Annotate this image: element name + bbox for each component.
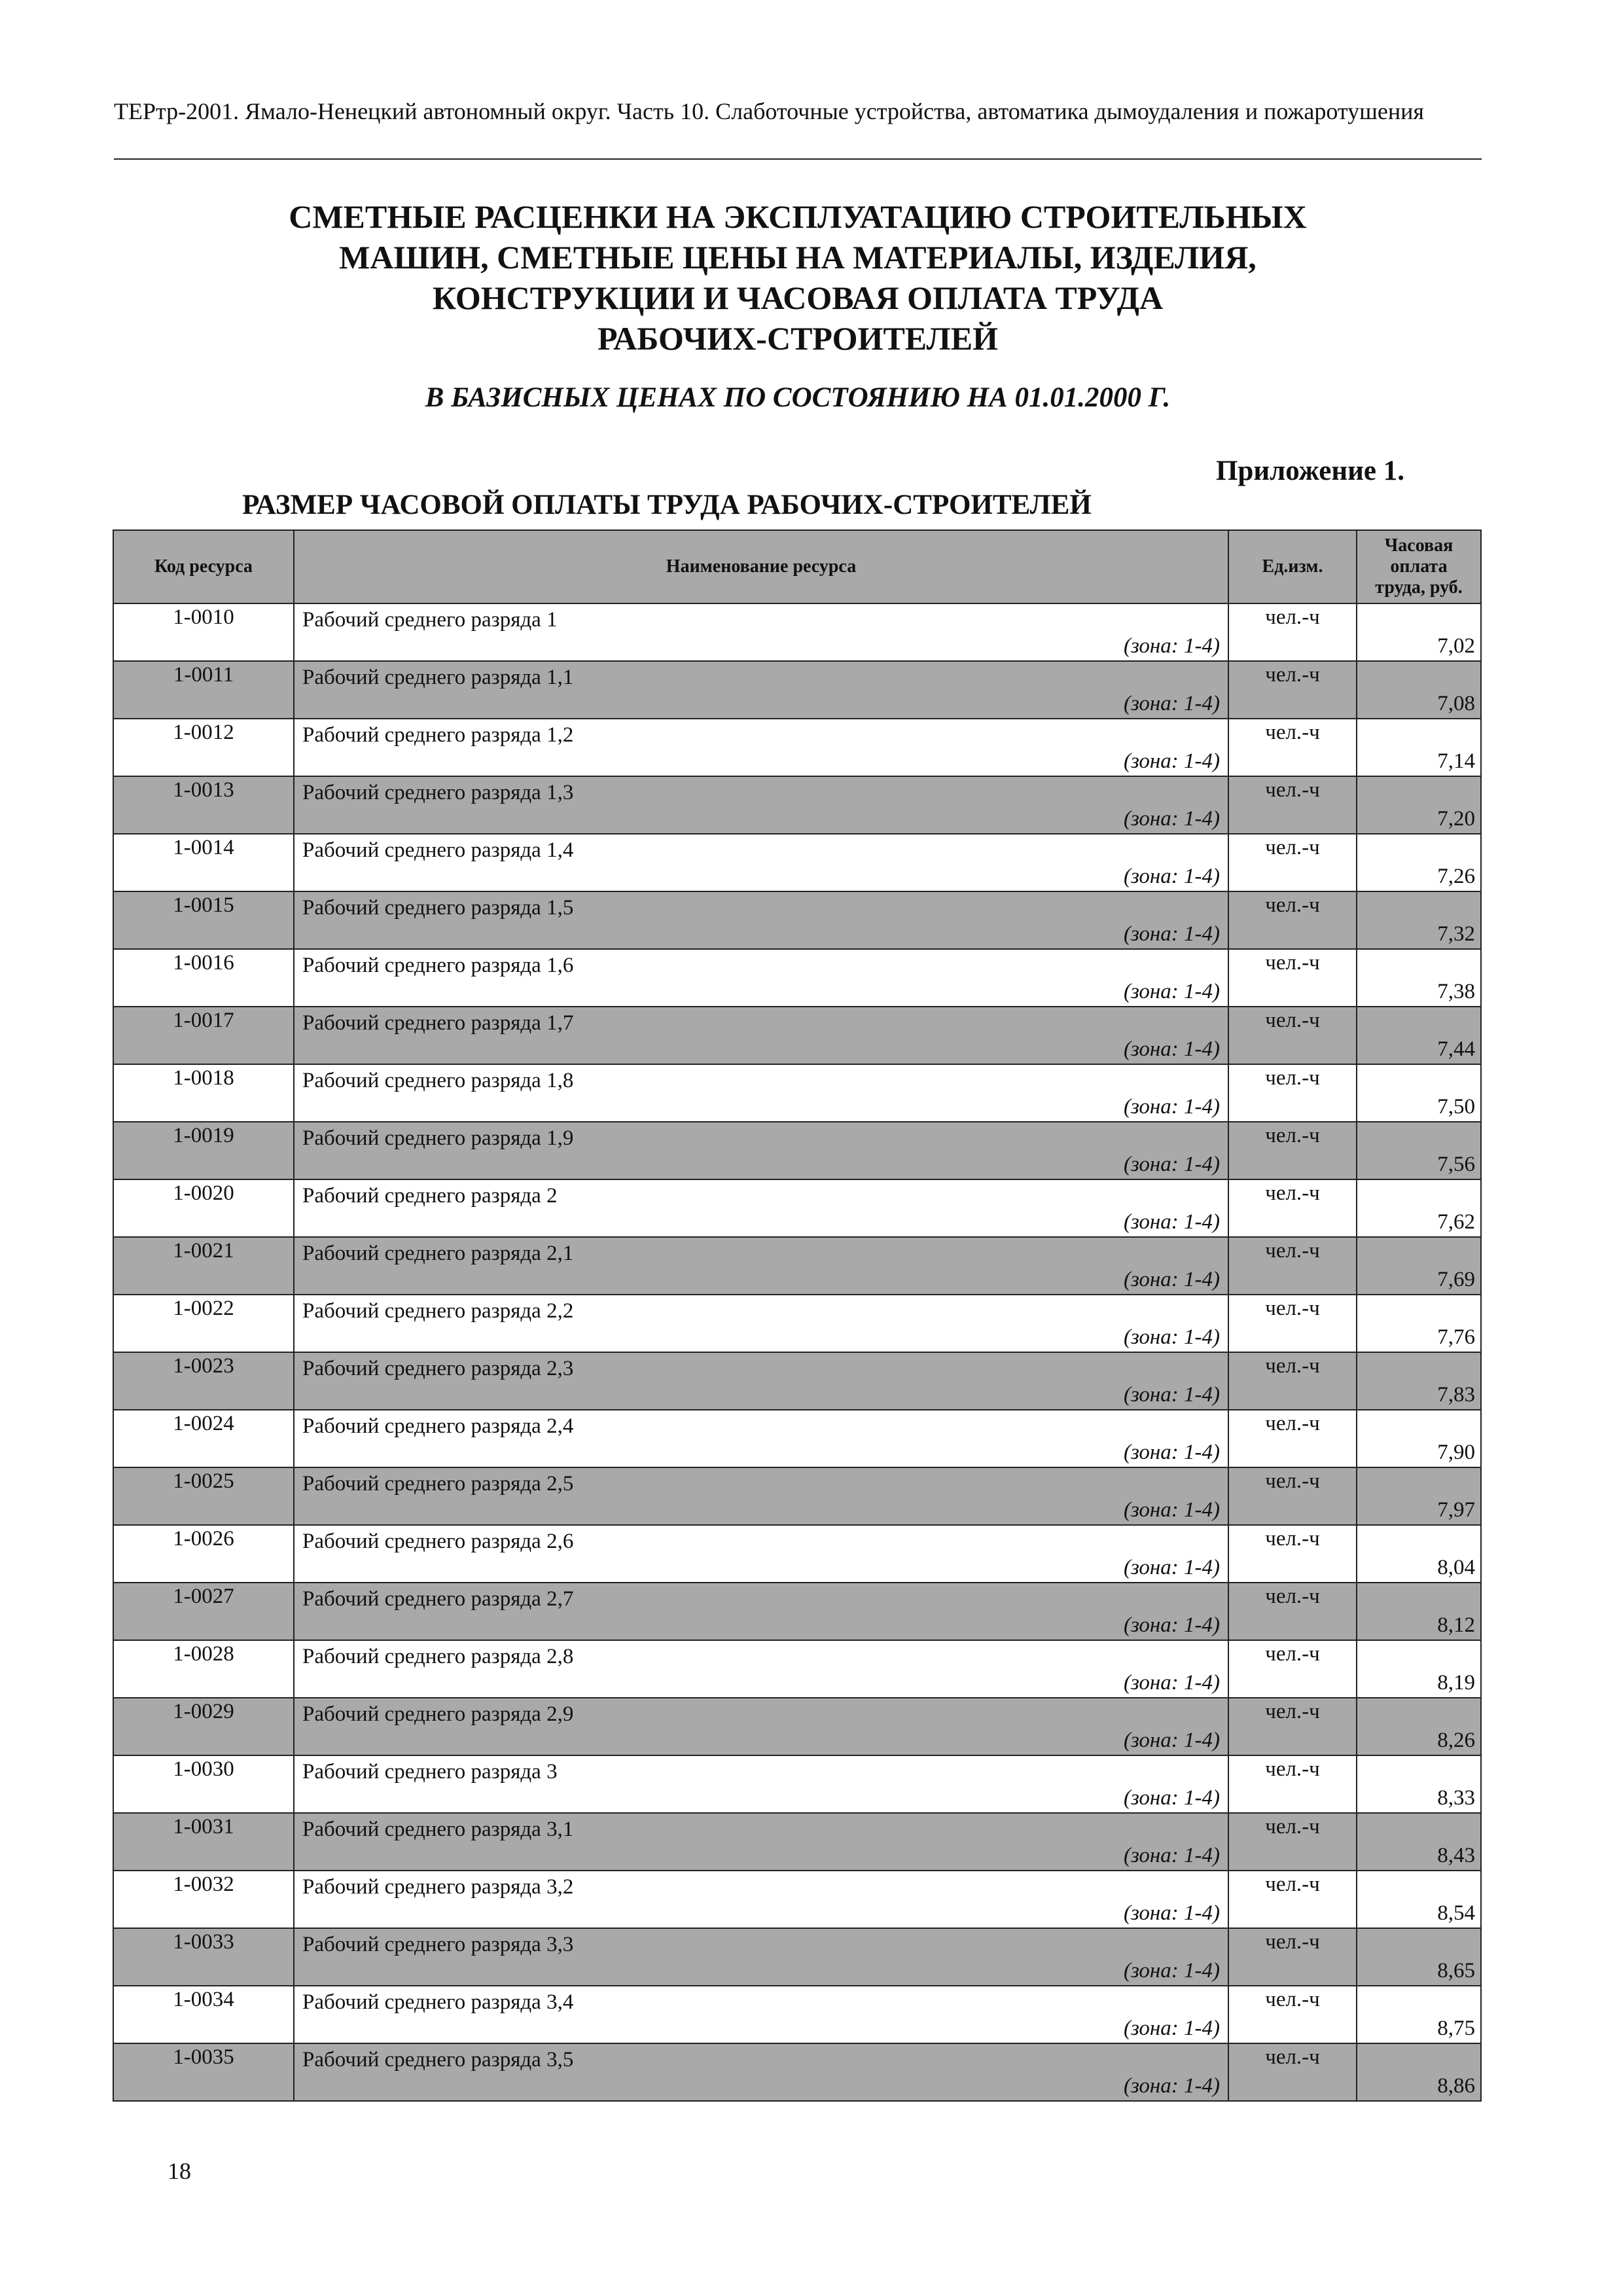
hourly-rate-cell [1357, 834, 1481, 891]
zone-note: (зона: 1-4) [1123, 1210, 1220, 1234]
hourly-rate: 8,43 [1437, 1844, 1475, 1867]
resource-name: Рабочий среднего разряда 2,9 [302, 1702, 574, 1726]
resource-code: 1-0018 [113, 1064, 294, 1122]
resource-name-cell [294, 661, 1228, 719]
hourly-rate-cell [1357, 1237, 1481, 1295]
hourly-rate: 7,32 [1437, 922, 1475, 946]
resource-code: 1-0032 [113, 1871, 294, 1928]
zone-note: (зона: 1-4) [1123, 1671, 1220, 1695]
unit: чел.-ч [1228, 1755, 1357, 1813]
resource-name: Рабочий среднего разряда 1,2 [302, 723, 574, 747]
resource-name-cell [294, 1640, 1228, 1698]
resource-code: 1-0027 [113, 1583, 294, 1640]
hourly-rate: 7,38 [1437, 980, 1475, 1003]
header-unit: Ед.изм. [1228, 530, 1357, 603]
zone-note: (зона: 1-4) [1123, 692, 1220, 715]
hourly-rate-cell [1357, 1122, 1481, 1179]
hourly-rate-cell [1357, 1007, 1481, 1064]
hourly-rate-cell [1357, 1698, 1481, 1755]
zone-note: (зона: 1-4) [1123, 980, 1220, 1003]
resource-name-cell [294, 719, 1228, 776]
table-row [113, 1352, 1481, 1410]
table-title-wrapper [114, 488, 1482, 522]
hourly-rate: 8,12 [1437, 1613, 1475, 1637]
resource-name-cell [294, 1122, 1228, 1179]
zone-note: (зона: 1-4) [1123, 1498, 1220, 1522]
table-row [113, 776, 1481, 834]
unit: чел.-ч [1228, 2043, 1357, 2101]
resource-code: 1-0034 [113, 1986, 294, 2043]
resource-code: 1-0025 [113, 1467, 294, 1525]
resource-name: Рабочий среднего разряда 1,4 [302, 838, 574, 862]
table-row [113, 1295, 1481, 1352]
table-row [113, 1007, 1481, 1064]
zone-note: (зона: 1-4) [1123, 749, 1220, 773]
hourly-rate-cell [1357, 1179, 1481, 1237]
unit: чел.-ч [1228, 661, 1357, 719]
resource-code: 1-0029 [113, 1698, 294, 1755]
header-price-line: оплата [1390, 556, 1448, 577]
resource-name-cell [294, 776, 1228, 834]
unit: чел.-ч [1228, 1640, 1357, 1698]
zone-note: (зона: 1-4) [1123, 1268, 1220, 1291]
hourly-rate: 7,97 [1437, 1498, 1475, 1522]
table-row [113, 1871, 1481, 1928]
price-basis-subtitle: В БАЗИСНЫХ ЦЕНАХ ПО СОСТОЯНИЮ НА 01.01.2000 Г. [425, 382, 1171, 413]
resource-name-cell [294, 1352, 1228, 1410]
resource-name: Рабочий среднего разряда 2,7 [302, 1587, 574, 1611]
unit: чел.-ч [1228, 1410, 1357, 1467]
unit: чел.-ч [1228, 603, 1357, 661]
resource-code: 1-0010 [113, 603, 294, 661]
resource-name: Рабочий среднего разряда 3,2 [302, 1875, 574, 1899]
resource-name: Рабочий среднего разряда 1,6 [302, 954, 574, 977]
resource-code: 1-0022 [113, 1295, 294, 1352]
hourly-rate-cell [1357, 1064, 1481, 1122]
resource-code: 1-0013 [113, 776, 294, 834]
hourly-rate-cell [1357, 776, 1481, 834]
zone-note: (зона: 1-4) [1123, 1325, 1220, 1349]
hourly-rate-cell [1357, 1295, 1481, 1352]
unit: чел.-ч [1228, 949, 1357, 1007]
zone-note: (зона: 1-4) [1123, 1037, 1220, 1061]
unit: чел.-ч [1228, 1871, 1357, 1928]
document-title [114, 196, 1482, 359]
table-row [113, 1467, 1481, 1525]
resource-name: Рабочий среднего разряда 3 [302, 1760, 558, 1784]
unit: чел.-ч [1228, 1352, 1357, 1410]
resource-code: 1-0015 [113, 891, 294, 949]
document-title-line: СМЕТНЫЕ РАСЦЕНКИ НА ЭКСПЛУАТАЦИЮ СТРОИТЕЛЬНЫХ [289, 198, 1307, 235]
unit: чел.-ч [1228, 1525, 1357, 1583]
resource-name-cell [294, 891, 1228, 949]
resource-name-cell [294, 1064, 1228, 1122]
header-price-line: Часовая [1384, 535, 1454, 556]
hourly-rate: 8,04 [1437, 1556, 1475, 1579]
hourly-rate-cell [1357, 1410, 1481, 1467]
resource-name-cell [294, 1583, 1228, 1640]
table-row [113, 1813, 1481, 1871]
hourly-rate: 8,26 [1437, 1729, 1475, 1752]
unit: чел.-ч [1228, 1179, 1357, 1237]
hourly-rate-cell [1357, 2043, 1481, 2101]
header-rule [114, 158, 1482, 160]
zone-note: (зона: 1-4) [1123, 1844, 1220, 1867]
zone-note: (зона: 1-4) [1123, 1786, 1220, 1810]
unit: чел.-ч [1228, 834, 1357, 891]
table-row [113, 1755, 1481, 1813]
table-row [113, 1698, 1481, 1755]
header-name: Наименование ресурса [294, 530, 1228, 603]
hourly-rate-cell [1357, 1467, 1481, 1525]
table-row [113, 1237, 1481, 1295]
resource-code: 1-0020 [113, 1179, 294, 1237]
unit: чел.-ч [1228, 1813, 1357, 1871]
unit: чел.-ч [1228, 1122, 1357, 1179]
resource-name: Рабочий среднего разряда 2,2 [302, 1299, 574, 1323]
table-row [113, 834, 1481, 891]
zone-note: (зона: 1-4) [1123, 2017, 1220, 2040]
zone-note: (зона: 1-4) [1123, 634, 1220, 658]
resource-name: Рабочий среднего разряда 3,1 [302, 1818, 574, 1841]
table-row [113, 949, 1481, 1007]
resource-name: Рабочий среднего разряда 3,5 [302, 2048, 574, 2072]
zone-note: (зона: 1-4) [1123, 1613, 1220, 1637]
resource-name-cell [294, 1871, 1228, 1928]
zone-note: (зона: 1-4) [1123, 2074, 1220, 2098]
resource-name-cell [294, 1007, 1228, 1064]
table-header-row [113, 530, 1481, 603]
hourly-rate: 7,50 [1437, 1095, 1475, 1119]
table-row [113, 1928, 1481, 1986]
running-header: ТЕРтр-2001. Ямало-Ненецкий автономный округ. Часть 10. Слаботочные устройства, автоматика дымоудаления и пожаротушения [114, 98, 1424, 124]
unit: чел.-ч [1228, 776, 1357, 834]
resource-name: Рабочий среднего разряда 1,7 [302, 1011, 574, 1035]
table-row [113, 603, 1481, 661]
resource-name-cell [294, 949, 1228, 1007]
zone-note: (зона: 1-4) [1123, 1383, 1220, 1407]
resource-code: 1-0017 [113, 1007, 294, 1064]
resource-name-cell [294, 1813, 1228, 1871]
resource-name: Рабочий среднего разряда 2,4 [302, 1414, 574, 1438]
resource-name: Рабочий среднего разряда 2,3 [302, 1357, 574, 1380]
hourly-rate-cell [1357, 1755, 1481, 1813]
unit: чел.-ч [1228, 891, 1357, 949]
table-row [113, 661, 1481, 719]
resource-name: Рабочий среднего разряда 1,3 [302, 781, 574, 804]
table-row [113, 1525, 1481, 1583]
document-title-line: КОНСТРУКЦИИ И ЧАСОВАЯ ОПЛАТА ТРУДА [432, 279, 1164, 316]
zone-note: (зона: 1-4) [1123, 1556, 1220, 1579]
table-row [113, 1986, 1481, 2043]
resource-code: 1-0012 [113, 719, 294, 776]
resource-name-cell [294, 1525, 1228, 1583]
hourly-rate: 7,14 [1437, 749, 1475, 773]
zone-note: (зона: 1-4) [1123, 1901, 1220, 1925]
table-row [113, 891, 1481, 949]
resource-code: 1-0026 [113, 1525, 294, 1583]
hourly-rate-cell [1357, 949, 1481, 1007]
resource-name-cell [294, 1928, 1228, 1986]
resource-name: Рабочий среднего разряда 3,3 [302, 1933, 574, 1956]
hourly-rate: 7,69 [1437, 1268, 1475, 1291]
resource-code: 1-0030 [113, 1755, 294, 1813]
hourly-rate: 7,02 [1437, 634, 1475, 658]
hourly-rate-cell [1357, 1525, 1481, 1583]
unit: чел.-ч [1228, 1698, 1357, 1755]
resource-name-cell [294, 1698, 1228, 1755]
zone-note: (зона: 1-4) [1123, 1959, 1220, 1982]
table-row [113, 719, 1481, 776]
zone-note: (зона: 1-4) [1123, 1441, 1220, 1464]
resource-name: Рабочий среднего разряда 2 [302, 1184, 558, 1208]
hourly-rate: 7,44 [1437, 1037, 1475, 1061]
zone-note: (зона: 1-4) [1123, 807, 1220, 831]
resource-code: 1-0014 [113, 834, 294, 891]
zone-note: (зона: 1-4) [1123, 922, 1220, 946]
resource-name-cell [294, 603, 1228, 661]
resource-name: Рабочий среднего разряда 2,1 [302, 1242, 574, 1265]
resource-name-cell [294, 1986, 1228, 2043]
hourly-rate: 7,90 [1437, 1441, 1475, 1464]
hourly-rate: 8,54 [1437, 1901, 1475, 1925]
resource-code: 1-0035 [113, 2043, 294, 2101]
document-title-line: РАБОЧИХ-СТРОИТЕЛЕЙ [597, 320, 998, 357]
unit: чел.-ч [1228, 1467, 1357, 1525]
hourly-rate-cell [1357, 1640, 1481, 1698]
resource-name-cell [294, 1179, 1228, 1237]
hourly-rate: 7,20 [1437, 807, 1475, 831]
zone-note: (зона: 1-4) [1123, 1095, 1220, 1119]
resource-code: 1-0023 [113, 1352, 294, 1410]
unit: чел.-ч [1228, 1064, 1357, 1122]
zone-note: (зона: 1-4) [1123, 1153, 1220, 1176]
hourly-rate: 8,86 [1437, 2074, 1475, 2098]
resource-name: Рабочий среднего разряда 2,5 [302, 1472, 574, 1496]
hourly-rate: 8,19 [1437, 1671, 1475, 1695]
hourly-rate: 8,65 [1437, 1959, 1475, 1982]
unit: чел.-ч [1228, 1583, 1357, 1640]
resource-name: Рабочий среднего разряда 1,1 [302, 666, 574, 689]
zone-note: (зона: 1-4) [1123, 865, 1220, 888]
table-row [113, 1064, 1481, 1122]
zone-note: (зона: 1-4) [1123, 1729, 1220, 1752]
table-row [113, 1179, 1481, 1237]
hourly-rate: 7,08 [1437, 692, 1475, 715]
resource-code: 1-0031 [113, 1813, 294, 1871]
hourly-rate: 8,75 [1437, 2017, 1475, 2040]
hourly-rate: 7,62 [1437, 1210, 1475, 1234]
table-row [113, 1583, 1481, 1640]
hourly-rate-cell [1357, 719, 1481, 776]
resource-name-cell [294, 1755, 1228, 1813]
header-price [1357, 530, 1481, 603]
unit: чел.-ч [1228, 1237, 1357, 1295]
appendix-label: Приложение 1. [1215, 456, 1404, 486]
hourly-rate: 7,26 [1437, 865, 1475, 888]
hourly-rate-cell [1357, 1928, 1481, 1986]
unit: чел.-ч [1228, 1295, 1357, 1352]
hourly-rate-cell [1357, 1352, 1481, 1410]
resource-name-cell [294, 2043, 1228, 2101]
table-row [113, 2043, 1481, 2101]
unit: чел.-ч [1228, 1928, 1357, 1986]
hourly-rate-cell [1357, 1813, 1481, 1871]
table-body [113, 603, 1481, 2101]
resource-name: Рабочий среднего разряда 2,8 [302, 1645, 574, 1668]
resource-name-cell [294, 834, 1228, 891]
resource-code: 1-0033 [113, 1928, 294, 1986]
hourly-rate-cell [1357, 891, 1481, 949]
table-title: РАЗМЕР ЧАСОВОЙ ОПЛАТЫ ТРУДА РАБОЧИХ-СТРОИТЕЛЕЙ [242, 490, 1092, 520]
hourly-rate: 8,33 [1437, 1786, 1475, 1810]
resource-code: 1-0019 [113, 1122, 294, 1179]
hourly-rate-cell [1357, 1986, 1481, 2043]
header-price-line: труда, руб. [1375, 577, 1463, 598]
hourly-rate-cell [1357, 1583, 1481, 1640]
hourly-rate: 7,56 [1437, 1153, 1475, 1176]
resource-name-cell [294, 1237, 1228, 1295]
resource-name: Рабочий среднего разряда 1,5 [302, 896, 574, 920]
resource-name: Рабочий среднего разряда 1 [302, 608, 558, 632]
resource-name: Рабочий среднего разряда 3,4 [302, 1990, 574, 2014]
unit: чел.-ч [1228, 1986, 1357, 2043]
resource-name: Рабочий среднего разряда 2,6 [302, 1530, 574, 1553]
resource-name: Рабочий среднего разряда 1,8 [302, 1069, 574, 1092]
table-row [113, 1410, 1481, 1467]
resource-name-cell [294, 1410, 1228, 1467]
hourly-rate-cell [1357, 1871, 1481, 1928]
table-row [113, 1122, 1481, 1179]
resource-code: 1-0021 [113, 1237, 294, 1295]
document-title-line: МАШИН, СМЕТНЫЕ ЦЕНЫ НА МАТЕРИАЛЫ, ИЗДЕЛИЯ, [339, 239, 1257, 276]
hourly-rate: 7,76 [1437, 1325, 1475, 1349]
rates-table [113, 529, 1482, 2102]
resource-code: 1-0028 [113, 1640, 294, 1698]
hourly-rate-cell [1357, 603, 1481, 661]
header-code: Код ресурса [113, 530, 294, 603]
unit: чел.-ч [1228, 1007, 1357, 1064]
page-number: 18 [168, 2158, 191, 2184]
resource-name-cell [294, 1295, 1228, 1352]
resource-name-cell [294, 1467, 1228, 1525]
table-row [113, 1640, 1481, 1698]
hourly-rate-cell [1357, 661, 1481, 719]
resource-name: Рабочий среднего разряда 1,9 [302, 1126, 574, 1150]
hourly-rate: 7,83 [1437, 1383, 1475, 1407]
resource-code: 1-0011 [113, 661, 294, 719]
unit: чел.-ч [1228, 719, 1357, 776]
resource-code: 1-0024 [113, 1410, 294, 1467]
resource-code: 1-0016 [113, 949, 294, 1007]
